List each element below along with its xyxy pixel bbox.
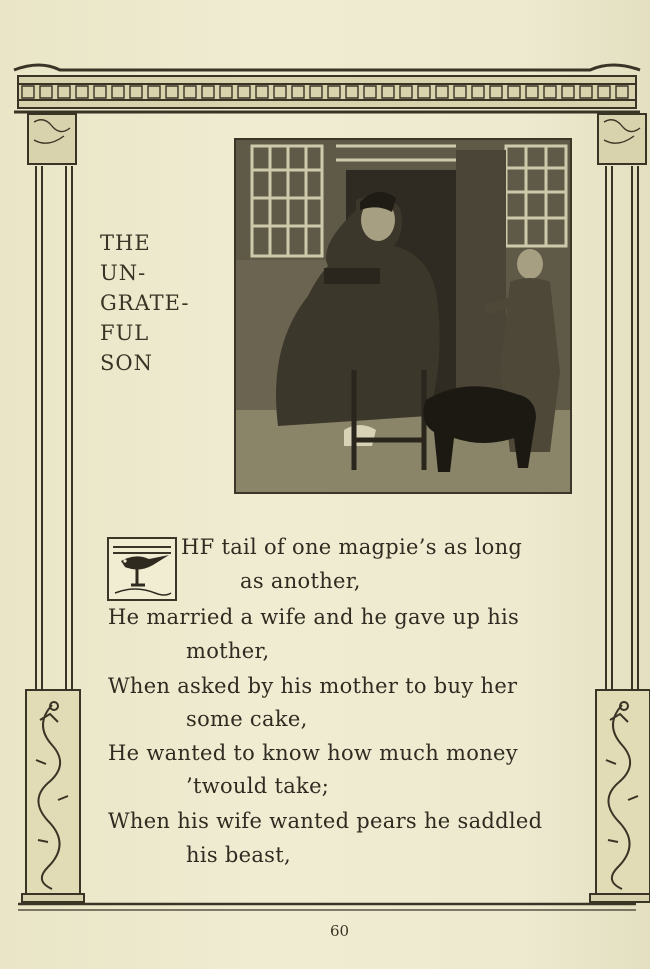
poem-line: HF tail of one magpie’s as long xyxy=(181,535,523,559)
dropcap-illustration xyxy=(107,537,177,601)
poem-line: He wanted to know how much money xyxy=(108,741,518,765)
title-line: UN- xyxy=(100,261,147,285)
poem-line: some cake, xyxy=(186,707,308,731)
magpie-dropcap-icon xyxy=(109,539,175,599)
title-line: FUL xyxy=(100,321,150,345)
dragon-ornament-icon xyxy=(36,702,638,889)
story-title xyxy=(100,228,189,378)
poem-line: as another, xyxy=(240,569,361,593)
photo-icon xyxy=(236,140,570,492)
photograph xyxy=(234,138,572,494)
title-line: THE xyxy=(100,231,151,255)
poem-line: ’twould take; xyxy=(186,774,330,798)
page-number: 60 xyxy=(330,922,350,940)
title-line: SON xyxy=(100,351,153,375)
poem-line: When asked by his mother to buy her xyxy=(108,674,518,698)
poem-line: When his wife wanted pears he saddled xyxy=(108,809,543,833)
poem-line: his beast, xyxy=(186,843,291,867)
poem-line: mother, xyxy=(186,639,270,663)
title-line: GRATE- xyxy=(100,291,190,315)
poem-line: He married a wife and he gave up his xyxy=(108,605,520,629)
